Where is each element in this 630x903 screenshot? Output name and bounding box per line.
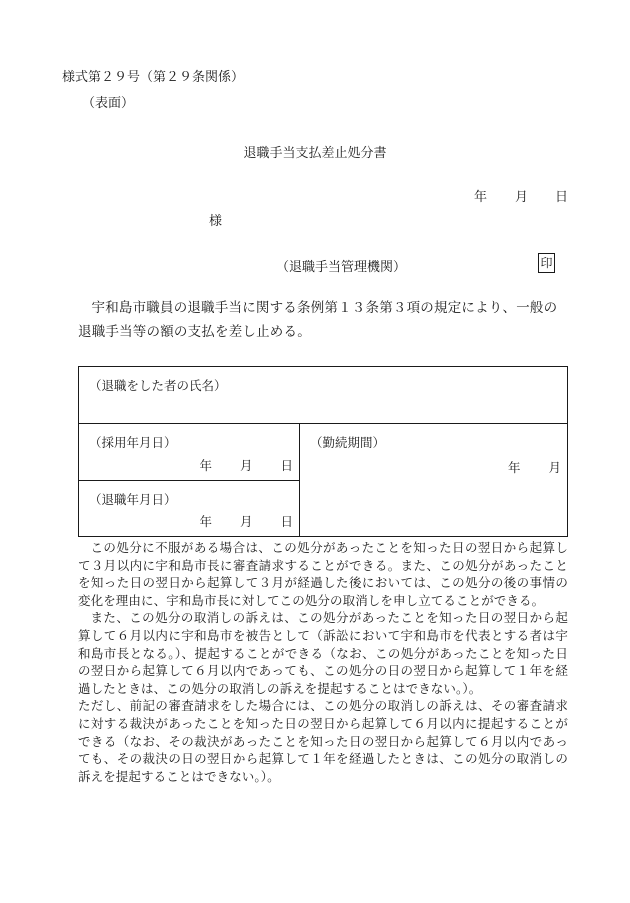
service-period-label: （勤続期間） (310, 435, 386, 450)
retire-date-label: （退職年月日） (89, 492, 177, 507)
hire-month-unit: 月 (239, 458, 253, 473)
service-period-units (508, 458, 561, 476)
retire-date-cell (79, 481, 300, 537)
period-year-unit: 年 (507, 460, 521, 475)
info-table (78, 366, 568, 537)
notice-paragraph-2: また、この処分の取消しの訴えは、この処分があったことを知った日の翌日から起算して６月以内に宇和島市を被告として（訴訟において宇和島市を代表とする者は宇和島市長となる。）、提起することができる（なお、この処分があったことを知った日の翌日から起算して６月以内であっても、この処分の日の翌日から起算して１年を経過したときは、この処分の取消しの訴えを提起することはできない。）。 (78, 610, 568, 696)
retire-date-units (199, 512, 293, 530)
hire-date-units (199, 456, 293, 474)
notice-paragraph-3: ただし、前記の審査請求をした場合には、この処分の取消しの訴えは、その審査請求に対する裁決があったことを知った日の翌日から起算して６月以内に提起することができる（なお、その裁決があったことを知った日の翌日から起算して６月以内であっても、その裁決の日の翌日から起算して１年を経過したときは、この処分の取消しの訴えを提起することはできない。）。 (78, 698, 568, 784)
date-month-label: 月 (515, 190, 529, 205)
hire-day-unit: 日 (280, 458, 293, 473)
hire-date-cell (79, 424, 300, 481)
document-title: 退職手当支払差止処分書 (243, 146, 387, 161)
hire-date-label: （採用年月日） (89, 435, 177, 450)
retire-month-unit: 月 (239, 514, 253, 529)
name-cell (79, 367, 568, 424)
service-period-cell (300, 424, 568, 537)
notice-paragraph-1: この処分に不服がある場合は、この処分があったことを知った日の翌日から起算して３月以内に宇和島市長に審査請求することができる。また、この処分があったことを知った日の翌日から起算して３月が経過した後においては、この処分の後の事情の変化を理由に、宇和島市長に対してこの処分の取消しを申し立てることができる。 (78, 540, 568, 608)
retire-year-unit: 年 (199, 514, 212, 529)
period-month-unit: 月 (548, 460, 561, 475)
hire-year-unit: 年 (199, 458, 212, 473)
date-year-label: 年 (474, 190, 488, 205)
appeal-notice (78, 539, 568, 785)
name-label: （退職をした者の氏名） (89, 378, 227, 393)
retire-day-unit: 日 (280, 514, 293, 529)
seal-mark: 印 (538, 253, 555, 273)
addressee-suffix: 様 (209, 214, 223, 229)
body-text: 宇和島市職員の退職手当に関する条例第１３条第３項の規定により、一般の退職手当等の額の支払を差し止める。 (78, 300, 558, 340)
side-label: （表面） (82, 96, 135, 111)
agency-label: （退職手当管理機関） (276, 260, 407, 275)
form-number: 様式第２９号（第２９条関係） (62, 70, 245, 85)
date-day-label: 日 (555, 190, 569, 205)
